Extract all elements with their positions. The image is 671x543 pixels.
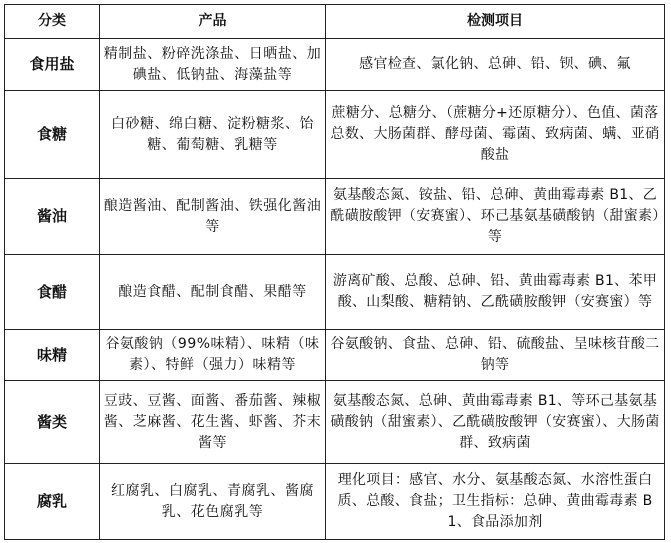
row-items: 游离矿酸、总酸、总砷、铅、黄曲霉毒素 B1、苯甲酸、山梨酸、糖精钠、乙酰磺胺酸钾（安赛蜜）等	[326, 255, 665, 330]
row-category: 食醋	[5, 255, 100, 330]
table-row	[5, 381, 665, 464]
row-product: 白砂糖、绵白糖、淀粉糖浆、饴糖、葡萄糖、乳糖等	[100, 91, 326, 179]
table-row	[5, 39, 665, 91]
table-row	[5, 464, 665, 540]
row-product: 精制盐、粉碎洗涤盐、日晒盐、加碘盐、低钠盐、海藻盐等	[100, 39, 326, 91]
table-row	[5, 255, 665, 330]
inspection-table	[4, 4, 665, 540]
row-items: 谷氨酸钠、食盐、总砷、铅、硫酸盐、呈味核苷酸二钠等	[326, 330, 665, 381]
header-product: 产品	[100, 5, 326, 39]
table-row	[5, 179, 665, 255]
row-product: 红腐乳、白腐乳、青腐乳、酱腐乳、花色腐乳等	[100, 464, 326, 540]
row-product: 豆豉、豆酱、面酱、番茄酱、辣椒酱、芝麻酱、花生酱、虾酱、芥末酱等	[100, 381, 326, 464]
table-row	[5, 91, 665, 179]
document-page	[4, 4, 665, 540]
row-items: 蔗糖分、总糖分、（蔗糖分+还原糖分）、色值、菌落总数、大肠菌群、酵母菌、霉菌、致病菌、螨、亚硝酸盐	[326, 91, 665, 179]
row-category: 酱类	[5, 381, 100, 464]
header-items: 检测项目	[326, 5, 665, 39]
row-category: 腐乳	[5, 464, 100, 540]
row-category: 食用盐	[5, 39, 100, 91]
row-category: 味精	[5, 330, 100, 381]
row-items: 理化项目：感官、水分、氨基酸态氮、水溶性蛋白质、总酸、食盐；卫生指标：总砷、黄曲霉毒素 B1、食品添加剂	[326, 464, 665, 540]
row-items: 氨基酸态氮、总砷、黄曲霉毒素 B1、等环己基氨基磺酸钠（甜蜜素）、乙酰磺胺酸钾（安赛蜜）、大肠菌群、致病菌	[326, 381, 665, 464]
row-category: 酱油	[5, 179, 100, 255]
row-items: 感官检查、氯化钠、总砷、铅、钡、碘、氟	[326, 39, 665, 91]
row-category: 食糖	[5, 91, 100, 179]
row-product: 酿造食醋、配制食醋、果醋等	[100, 255, 326, 330]
header-category: 分类	[5, 5, 100, 39]
table-header-row	[5, 5, 665, 39]
row-items: 氨基酸态氮、铵盐、铅、总砷、黄曲霉毒素 B1、乙酰磺胺酸钾（安赛蜜）、环己基氨基磺酸钠（甜蜜素）等	[326, 179, 665, 255]
row-product: 谷氨酸钠（99%味精）、味精（味素）、特鲜（强力）味精等	[100, 330, 326, 381]
table-row	[5, 330, 665, 381]
row-product: 酿造酱油、配制酱油、铁强化酱油等	[100, 179, 326, 255]
